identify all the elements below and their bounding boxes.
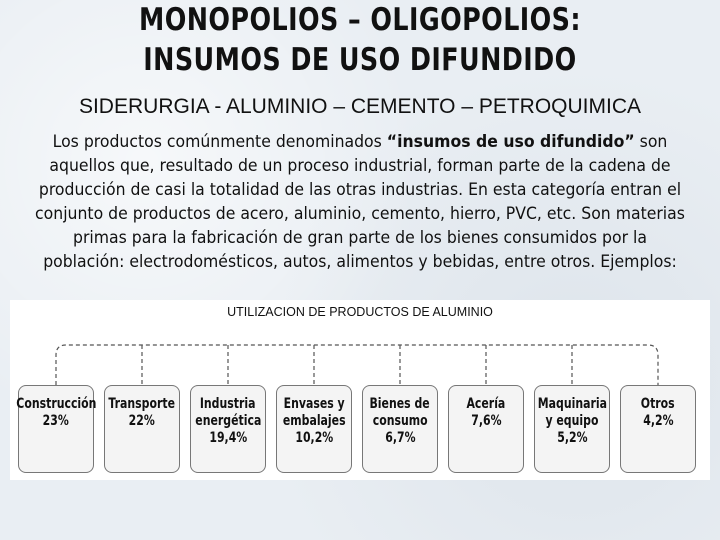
- title-line-1: MONOPOLIOS – OLIGOPOLIOS:: [138, 2, 581, 38]
- description-paragraph: [31, 130, 688, 274]
- diagram-box-percentage: 23%: [42, 413, 70, 429]
- aluminium-usage-diagram: [10, 300, 710, 480]
- page-title: [65, 0, 655, 80]
- paragraph-bold-term: “insumos de uso difundido”: [386, 132, 635, 151]
- diagram-box: [534, 385, 610, 473]
- diagram-box-label: consumo: [372, 413, 428, 429]
- diagram-box: [276, 385, 352, 473]
- diagram-box-percentage: 7,6%: [470, 413, 502, 429]
- diagram-box-label: Construcción: [15, 396, 97, 412]
- diagram-box: [448, 385, 524, 473]
- diagram-title: UTILIZACION DE PRODUCTOS DE ALUMINIO: [227, 305, 493, 319]
- diagram-box-label: embalajes: [282, 413, 346, 429]
- diagram-box-label: Bienes de: [369, 396, 431, 412]
- diagram-box-label: Otros: [641, 396, 675, 412]
- diagram-box-label: Envases y: [283, 396, 345, 412]
- diagram-box: [620, 385, 696, 473]
- title-line-2: INSUMOS DE USO DIFUNDIDO: [143, 42, 577, 78]
- diagram-box-percentage: 10,2%: [295, 430, 333, 446]
- paragraph-text-end: son aquellos que, resultado de un proceso industrial, forman parte de la cadena de producción de casi la totalidad de las otras industrias. En esta categoría entran el conjunto de productos de acero, aluminio, cemento, hierro, PVC, etc. Son materias primas para la fabricación de gran parte de los bienes consumidos por la población: electrodomésticos, autos, alimentos y bebidas, entre otros. Ejemplos:: [35, 132, 685, 271]
- diagram-box-label: Transporte: [108, 396, 176, 412]
- diagram-box-percentage: 19,4%: [209, 430, 247, 446]
- page-subtitle: SIDERURGIA - ALUMINIO – CEMENTO – PETROQUIMICA: [78, 95, 642, 118]
- diagram-box: [104, 385, 180, 473]
- diagram-box: [362, 385, 438, 473]
- diagram-box-label: y equipo: [545, 413, 599, 429]
- diagram-box: [190, 385, 266, 473]
- diagram-box-percentage: 4,2%: [642, 413, 674, 429]
- diagram-box-label: Maquinaria: [537, 396, 607, 412]
- diagram-box-label: Industria: [200, 396, 256, 412]
- diagram-box-percentage: 22%: [128, 413, 156, 429]
- diagram-box-label: energética: [194, 413, 262, 429]
- diagram-box-percentage: 5,2%: [556, 430, 588, 446]
- diagram-box-percentage: 6,7%: [384, 430, 416, 446]
- paragraph-text-start: Los productos comúnmente denominados: [52, 132, 387, 151]
- diagram-box: [15, 385, 97, 473]
- diagram-bracket-line: [56, 345, 658, 385]
- diagram-box-label: Acería: [466, 396, 506, 412]
